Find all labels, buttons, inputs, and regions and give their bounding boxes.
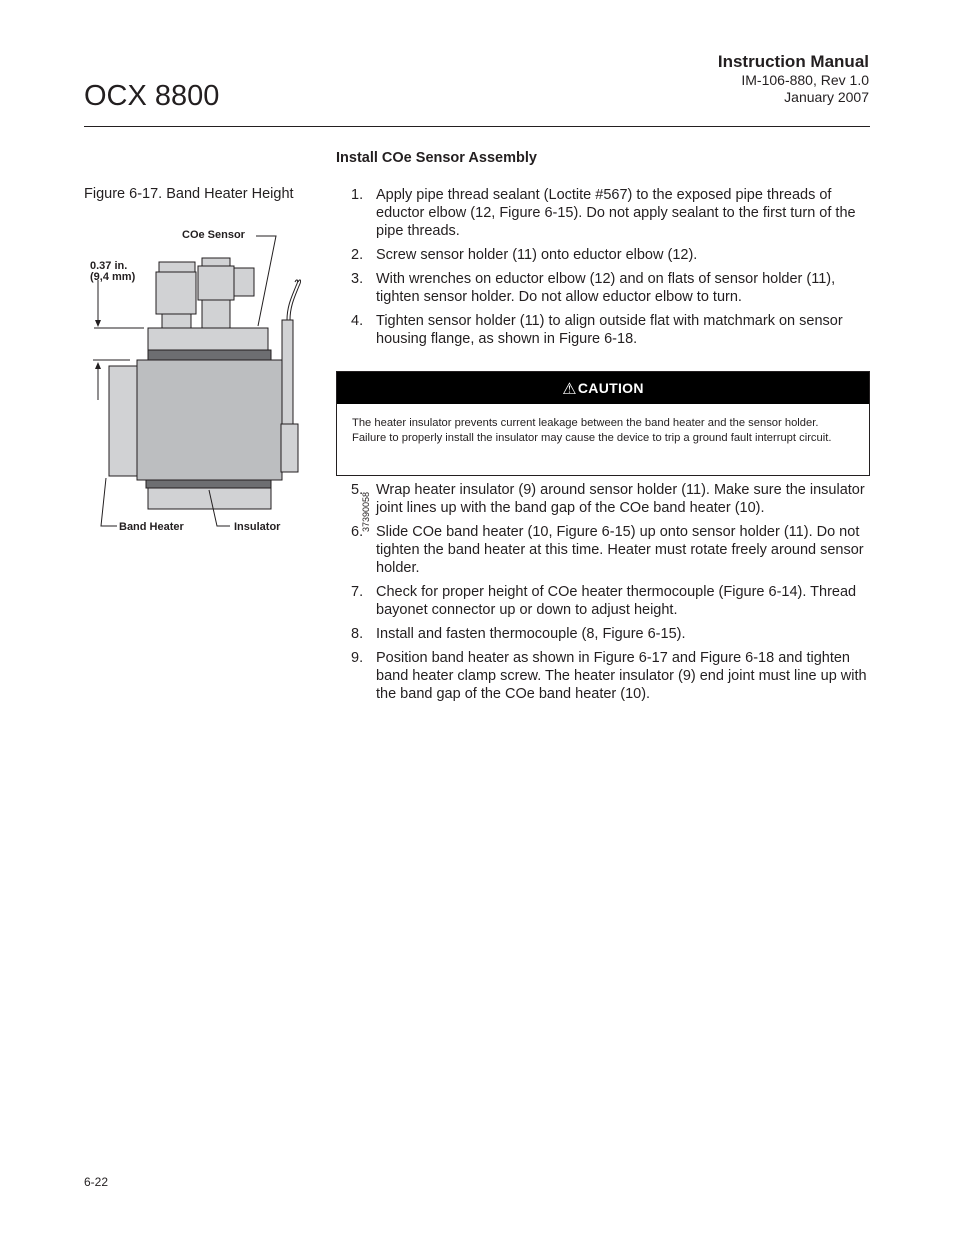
band-heater-left-lug — [109, 366, 138, 476]
dimension-mm-label: (9,4 mm) — [90, 271, 136, 283]
list-item: 7. Check for proper height of COe heater thermocouple (Figure 6-14). Thread bayonet connector up or down to adjust height. — [351, 584, 857, 618]
product-title: OCX 8800 — [84, 80, 220, 112]
thermocouple-wire — [287, 280, 298, 320]
sensor-fitting-left — [156, 272, 196, 314]
sensor-fitting-right-base — [202, 300, 230, 328]
list-item: 4. Tighten sensor holder (11) to align outside flat with matchmark on sensor housing flange, as shown in Figure 6-18. — [351, 313, 843, 347]
insulator-bottom-band — [146, 480, 271, 488]
document-date: January 2007 — [784, 89, 869, 105]
document-header — [718, 52, 869, 106]
list-item: 9. Position band heater as shown in Figure 6-17 and Figure 6-18 and tighten band heater clamp screw. The heater insulator (9) end joint must line up with the band gap of the COe band heater (10). — [351, 650, 867, 702]
sensor-fitting-left-top — [159, 262, 195, 272]
manual-title: Instruction Manual — [717, 52, 869, 71]
coe-sensor-label: COe Sensor — [182, 229, 245, 241]
thermocouple-wire — [290, 280, 301, 320]
list-item: 2. Screw sensor holder (11) onto eductor elbow (12). — [351, 247, 698, 263]
caution-text: The heater insulator prevents current leakage between the band heater and the sensor holder. Failure to properly install the insulator may cause the device to trip a ground fault interrupt circuit. — [352, 417, 832, 444]
band-heater-figure — [84, 222, 371, 542]
steps-list-upper — [336, 186, 870, 354]
warning-triangle-icon: ⚠ — [562, 378, 577, 398]
sensor-leader-line — [256, 236, 276, 326]
band-heater-leader-line — [101, 478, 117, 526]
dimension-arrowhead — [95, 320, 101, 327]
sensor-fitting-right — [198, 266, 234, 300]
caution-header — [337, 372, 869, 404]
thermocouple-connector — [281, 424, 298, 472]
list-item: 6. Slide COe band heater (10, Figure 6-15) up onto sensor holder (11). Do not tighten the band heater at this time. Heater must rotate freely around sensor holder. — [351, 524, 864, 576]
sensor-fitting-right-top — [202, 258, 230, 266]
list-item: 1. Apply pipe thread sealant (Loctite #567) to the exposed pipe threads of eductor elbow (12, Figure 6-15). Do not apply sealant to the first turn of the pipe threads. — [351, 187, 856, 239]
band-heater-body — [137, 360, 282, 480]
section-title: Install COe Sensor Assembly — [336, 150, 537, 166]
steps-list-lower — [336, 481, 870, 709]
dimension-inch-label: 0.37 in. — [90, 260, 128, 272]
caution-box — [336, 371, 870, 476]
sensor-holder-top — [148, 328, 268, 350]
caution-title: CAUTION — [577, 380, 644, 396]
list-item: 8. Install and fasten thermocouple (8, Figure 6-15). — [351, 626, 686, 642]
list-item: 3. With wrenches on eductor elbow (12) and on flats of sensor holder (11), tighten sensor holder. Do not allow eductor elbow to turn. — [351, 271, 836, 305]
header-rule — [84, 126, 870, 127]
insulator-top-band — [148, 350, 271, 360]
sensor-fitting-left-base — [162, 314, 191, 328]
sensor-fitting-right-side — [234, 268, 254, 296]
page-number: 6-22 — [84, 1175, 109, 1189]
figure-code: 37390058 — [361, 491, 371, 532]
document-number: IM-106-880, Rev 1.0 — [741, 72, 869, 88]
thermocouple-tube — [282, 320, 293, 424]
figure-caption: Figure 6-17. Band Heater Height — [84, 186, 294, 202]
band-heater-label: Band Heater — [119, 521, 184, 533]
list-item: 5. Wrap heater insulator (9) around sensor holder (11). Make sure the insulator joint lines up with the band gap of the COe band heater (10). — [351, 482, 865, 516]
insulator-label: Insulator — [234, 521, 281, 533]
dimension-arrowhead — [95, 362, 101, 369]
